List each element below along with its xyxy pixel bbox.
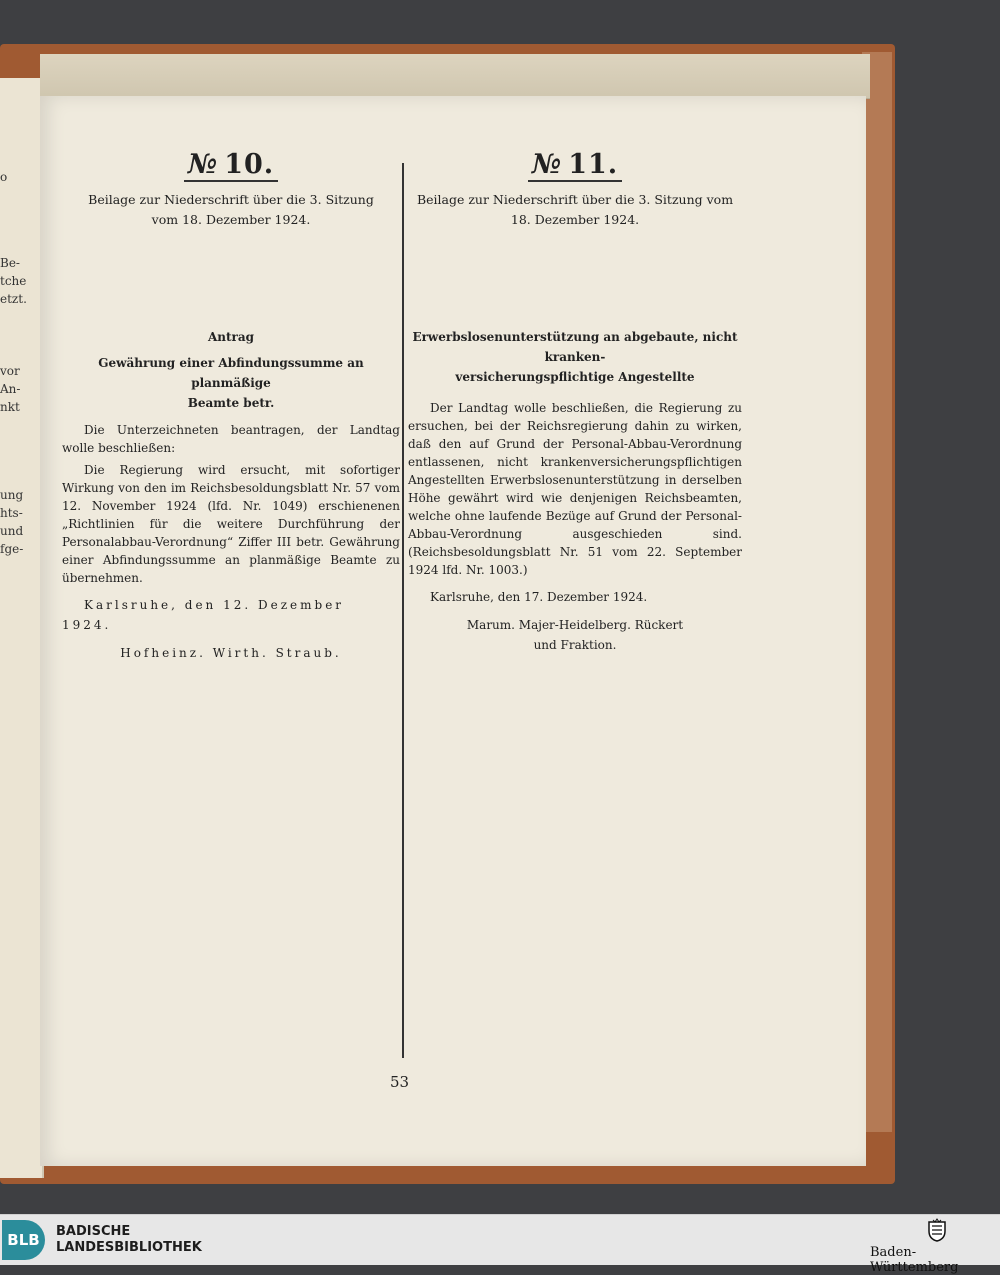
page-stack-edge [40, 54, 870, 99]
heading-antrag: Antrag [207, 330, 255, 344]
margin-fragment: An- [0, 382, 21, 396]
subtitle: Beilage zur Niederschrift über die 3. Sitzung vom 18. Dezember 1924. [88, 192, 374, 227]
margin-fragment: nkt [0, 400, 20, 414]
place-date: Karlsruhe, den 12. Dezember 1924. [62, 598, 345, 632]
previous-page-edge [0, 78, 44, 1178]
document-no-11 [408, 150, 742, 655]
margin-fragment: und [0, 524, 24, 538]
document-no-10 [62, 150, 400, 663]
margin-fragment: vor [0, 364, 20, 378]
document-number: № 11. [528, 150, 622, 182]
heading-subject: Erwerbslosenunterstützung an abgebaute, nicht kranken- versicherungspflichtige Angestellte [412, 330, 738, 384]
margin-fragment: o [0, 170, 8, 184]
state-crest-icon [927, 1218, 947, 1242]
viewer-footer [0, 1214, 1000, 1275]
book-cover-edge [862, 52, 892, 1132]
library-name[interactable]: BADISCHE LANDESBIBLIOTHEK [56, 1224, 202, 1255]
margin-fragment: fge- [0, 542, 24, 556]
page-number: 53 [390, 1073, 410, 1091]
margin-fragment: Be- [0, 256, 20, 270]
margin-fragment: tche [0, 274, 27, 288]
paragraph: Die Regierung wird ersucht, mit sofortiger Wirkung von den im Reichsbesoldungsblatt Nr. 57 vom 12. November 1924 (lfd. Nr. 1049) erschienenen „Richtlinien für die weitere Durchführung der Personalabbau-Verordnung“ Ziffer III betr. Gewährung einer Abfindungssumme an planmäßige Beamte zu übernehmen. [62, 463, 400, 585]
document-number: № 10. [184, 150, 278, 182]
margin-fragment: hts- [0, 506, 23, 520]
margin-fragment: etzt. [0, 292, 27, 306]
paragraph: Der Landtag wolle beschließen, die Regierung zu ersuchen, bei der Reichsregierung dahin zu wirken, daß den auf Grund der Personal-Abbau-Verordnung entlassenen, nicht krankenversicherungspflichtigen Angestellten Erwerbslosenunterstützung in derselben Höhe gewährt wird wie denjenigen Reichsbeamten, welche ohne laufende Bezüge auf Grund der Personal-Abbau-Verordnung ausgeschieden sind. (Reichsbesoldungsblatt Nr. 51 vom 22. September 1924 lfd. Nr. 1003.) [408, 401, 742, 577]
margin-fragment: ung [0, 488, 24, 502]
place-date: Karlsruhe, den 17. Dezember 1924. [430, 590, 648, 604]
column-divider [402, 163, 404, 1058]
signatures: Marum. Majer-Heidelberg. Rückert und Fraktion. [466, 618, 684, 652]
subtitle: Beilage zur Niederschrift über die 3. Sitzung vom 18. Dezember 1924. [416, 192, 734, 227]
paragraph: Die Unterzeichneten beantragen, der Landtag wolle beschließen: [62, 423, 400, 455]
signatures: Hofheinz. Wirth. Straub. [120, 646, 342, 660]
blb-logo-badge[interactable]: BLB [2, 1220, 45, 1260]
heading-subject: Gewährung einer Abfindungssumme an planmäßige Beamte betr. [98, 356, 364, 410]
state-name: Baden-Württemberg [870, 1245, 959, 1275]
